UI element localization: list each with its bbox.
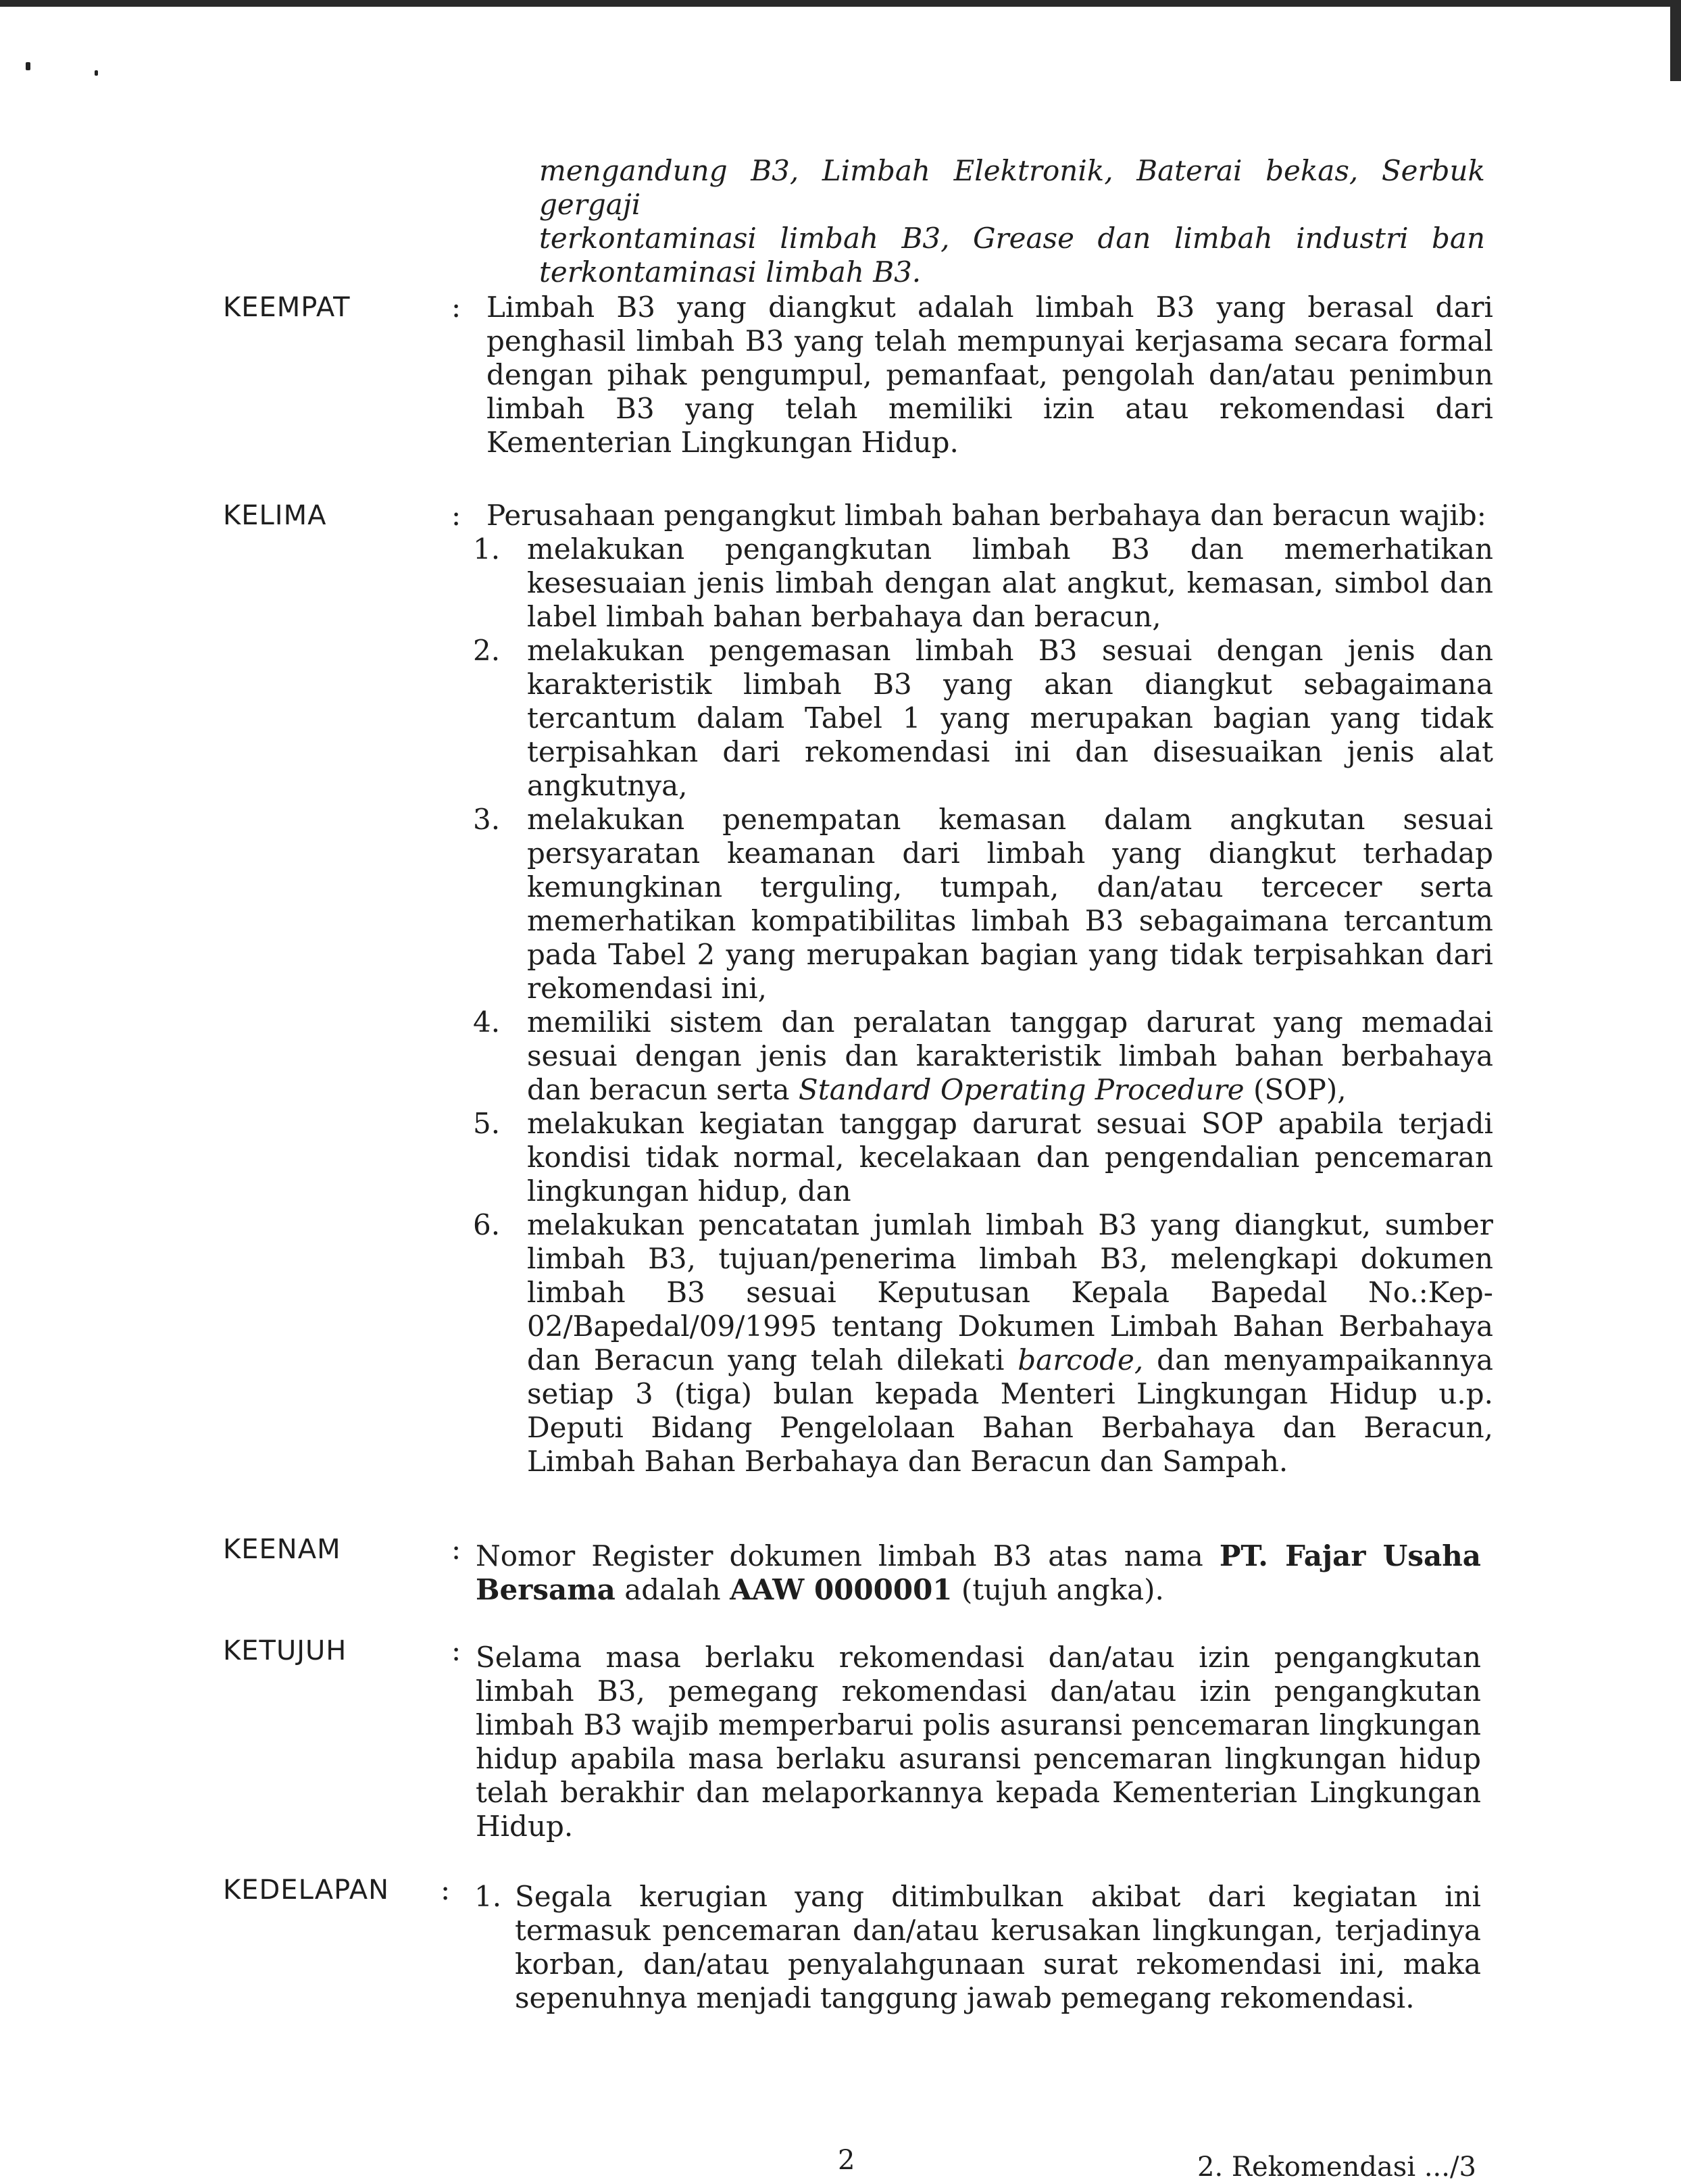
continuation-reference: 2. Rekomendasi .../3 bbox=[1197, 2152, 1476, 2183]
item-number: 5. bbox=[473, 1107, 501, 1140]
list-item bbox=[473, 1107, 1493, 1208]
section-label: KETUJUH bbox=[223, 1635, 347, 1666]
page-number: 2 bbox=[838, 2145, 855, 2176]
item-text: melakukan pencatatan jumlah limbah B3 yang diangkut, sumber limbah B3, tujuan/penerima limbah B3, melengkapi dokumen limbah B3 sesuai Keputusan Kepala Bapedal No.:Kep-02/Bapedal/09/1995 tentang Dokumen Limbah Bahan Berbahaya dan Beracun yang telah dilekati bbox=[527, 1208, 1493, 1376]
item-text: (SOP), bbox=[1244, 1073, 1347, 1106]
section-text bbox=[476, 1539, 1481, 1607]
list-item bbox=[473, 1006, 1493, 1107]
intro-line: terkontaminasi limbah B3, Grease dan limbah industri ban bbox=[539, 222, 1485, 255]
list-item bbox=[474, 1880, 1481, 2015]
item-text: dan menyampaikannya setiap 3 (tiga) bulan kepada Menteri Lingkungan Hidup u.p. Deputi Bidang Pengelolaan Bahan Berbahaya dan Beracun, Limbah Bahan Berbahaya dan Beracun dan Sampah. bbox=[527, 1343, 1493, 1478]
company-name: PT. Fajar Usaha Bersama bbox=[476, 1539, 1481, 1606]
list-item bbox=[473, 634, 1493, 803]
list-item bbox=[473, 803, 1493, 1006]
item-text: melakukan penempatan kemasan dalam angkutan sesuai persyaratan keamanan dari limbah yang diangkut terhadap kemungkinan terguling, tumpah, dan/atau tercecer serta memerhatikan kompatibilitas limbah B3 sebagaimana tercantum pada Tabel 2 yang merupakan bagian yang tidak terpisahkan dari rekomendasi ini, bbox=[527, 803, 1493, 1005]
list-item bbox=[473, 1208, 1493, 1479]
section-colon: : bbox=[451, 291, 461, 324]
text-part: Nomor Register dokumen limbah B3 atas nama bbox=[476, 1539, 1220, 1572]
register-number: AAW 0000001 bbox=[730, 1573, 953, 1606]
item-text: memiliki sistem dan peralatan tanggap darurat yang memadai sesuai dengan jenis dan karakteristik limbah bahan berbahaya dan beracun serta bbox=[527, 1006, 1493, 1106]
item-number: 6. bbox=[473, 1208, 501, 1241]
item-text: Segala kerugian yang ditimbulkan akibat dari kegiatan ini termasuk pencemaran dan/atau kerusakan lingkungan, terjadinya korban, dan/atau penyalahgunaan surat rekomendasi ini, maka sepenuhnya menjadi tanggung jawab pemegang rekomendasi. bbox=[515, 1880, 1481, 2014]
kelima-list bbox=[473, 532, 1493, 1479]
item-number: 2. bbox=[473, 634, 501, 667]
section-colon: : bbox=[451, 1634, 461, 1667]
scan-speck bbox=[26, 62, 30, 70]
text-part: (tujuh angka). bbox=[952, 1573, 1164, 1606]
intro-line: mengandung B3, Limbah Elektronik, Baterai bekas, Serbuk gergaji bbox=[539, 154, 1485, 221]
section-text: Selama masa berlaku rekomendasi dan/atau izin pengangkutan limbah B3, pemegang rekomendasi dan/atau izin pengangkutan limbah B3 wajib memperbarui polis asuransi pencemaran lingkungan hidup apabila masa berlaku asuransi pencemaran lingkungan hidup telah berakhir dan melaporkannya kepada Kementerian Lingkungan Hidup. bbox=[476, 1641, 1481, 1843]
item-text: melakukan kegiatan tanggap darurat sesuai SOP apabila terjadi kondisi tidak normal, kecelakaan dan pengendalian pencemaran lingkungan hidup, dan bbox=[527, 1107, 1493, 1208]
section-label: KEENAM bbox=[223, 1534, 341, 1565]
section-label: KEDELAPAN bbox=[223, 1875, 389, 1906]
item-text-italic: Standard Operating Procedure bbox=[798, 1073, 1245, 1106]
intro-line: terkontaminasi limbah B3. bbox=[539, 255, 922, 289]
item-number: 1. bbox=[473, 532, 501, 566]
section-label: KEEMPAT bbox=[223, 292, 351, 323]
scan-top-border bbox=[0, 0, 1681, 7]
item-text-italic: barcode, bbox=[1018, 1343, 1144, 1376]
item-number: 3. bbox=[473, 803, 501, 836]
section-intro: Perusahaan pengangkut limbah bahan berbahaya dan beracun wajib: bbox=[486, 499, 1486, 532]
scan-right-border bbox=[1670, 0, 1681, 81]
section-text: Limbah B3 yang diangkut adalah limbah B3 yang berasal dari penghasil limbah B3 yang telah mempunyai kerjasama secara formal dengan pihak pengumpul, pemanfaat, pengolah dan/atau penimbun limbah B3 yang telah memiliki izin atau rekomendasi dari Kementerian Lingkungan Hidup. bbox=[486, 291, 1493, 459]
scan-speck bbox=[95, 70, 98, 76]
section-colon: : bbox=[451, 499, 461, 532]
section-label: KELIMA bbox=[223, 500, 327, 531]
section-colon: : bbox=[451, 1533, 461, 1566]
text-part: adalah bbox=[615, 1573, 730, 1606]
item-number: 1. bbox=[474, 1880, 502, 1913]
item-text: melakukan pengemasan limbah B3 sesuai dengan jenis dan karakteristik limbah B3 yang akan diangkut sebagaimana tercantum dalam Tabel 1 yang merupakan bagian yang tidak terpisahkan dari rekomendasi ini dan disesuaikan jenis alat angkutnya, bbox=[527, 634, 1493, 802]
kedelapan-list bbox=[474, 1880, 1481, 2015]
section-colon: : bbox=[441, 1873, 451, 1906]
list-item bbox=[473, 532, 1493, 634]
item-text: melakukan pengangkutan limbah B3 dan memerhatikan kesesuaian jenis limbah dengan alat angkut, kemasan, simbol dan label limbah bahan berbahaya dan beracun, bbox=[527, 532, 1493, 633]
item-number: 4. bbox=[473, 1006, 501, 1039]
